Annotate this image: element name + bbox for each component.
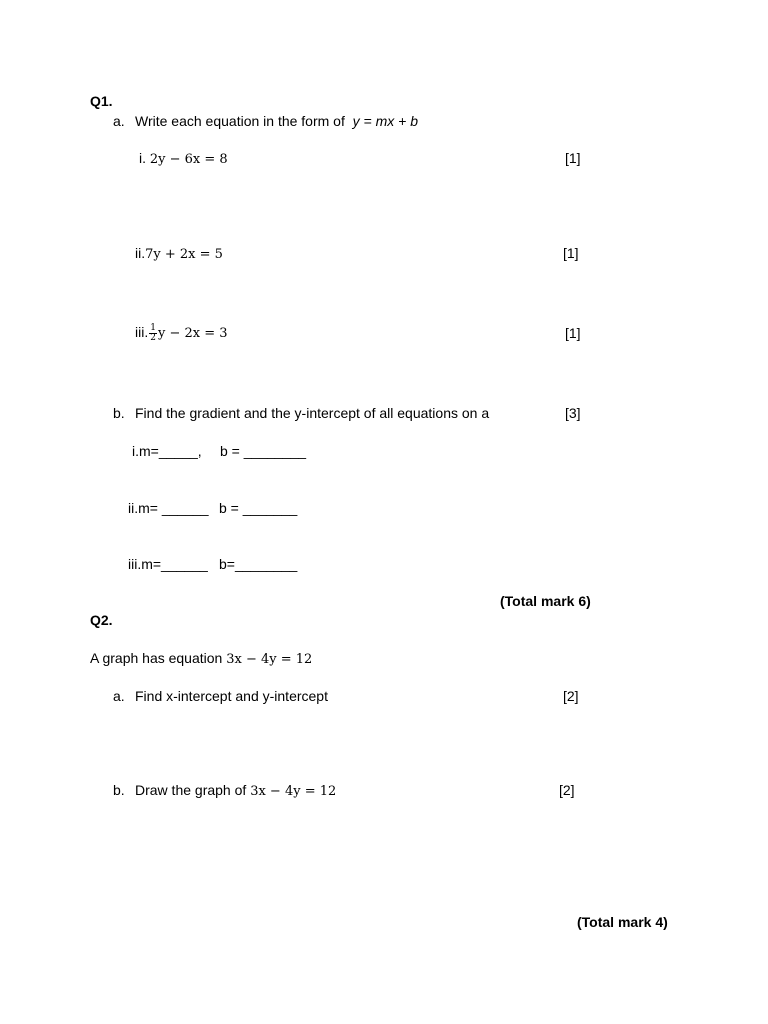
q1b-answer-2-m: ii.m= ______	[128, 500, 209, 516]
q1a-item-3-num: iii.	[135, 324, 149, 340]
q1a-item-3-mark: [1]	[565, 325, 581, 341]
q2-intro	[90, 650, 312, 668]
q1a-text: Write each equation in the form of	[135, 113, 345, 129]
q1a-item-2-equation: 7y + 2x = 5	[145, 247, 223, 262]
q2b-text: Draw the graph of	[135, 782, 247, 798]
q1b-marker: b.	[113, 405, 125, 421]
q1a-item-2-num: ii.	[135, 245, 146, 261]
q2a-marker: a.	[113, 688, 125, 704]
q1a-item-1-num: i.	[139, 150, 146, 166]
q2a-mark: [2]	[563, 688, 579, 704]
fraction-denominator: 2	[150, 332, 156, 343]
q1b-answer-3-b: b=________	[219, 556, 298, 572]
q2-intro-text: A graph has equation	[90, 650, 223, 666]
q2b-marker: b.	[113, 782, 125, 798]
q1a-item-1-mark: [1]	[565, 150, 581, 166]
q2-total-mark: (Total mark 4)	[577, 914, 668, 930]
q1a-item-1-equation: 2y − 6x = 8	[149, 152, 228, 167]
q1b-answer-1-b: b = ________	[220, 443, 307, 459]
q1-label: Q1.	[90, 93, 113, 109]
q2a-text: Find x-intercept and y-intercept	[135, 688, 328, 704]
q2-label: Q2.	[90, 612, 113, 628]
q1a-marker: a.	[113, 113, 125, 129]
q1a-item-3	[135, 321, 228, 345]
q1a-item-3-equation: y − 2x = 3	[157, 326, 228, 341]
q1b-answer-2-b: b = _______	[219, 500, 298, 516]
q1a-item-2	[135, 245, 223, 263]
q2-equation: 3x − 4y = 12	[226, 652, 313, 667]
q1b-answer-1-m: i.m=_____,	[132, 443, 202, 459]
q1-total-mark: (Total mark 6)	[500, 593, 591, 609]
q2b-instruction	[135, 782, 336, 800]
q1b-text: Find the gradient and the y-intercept of all equations on a	[135, 405, 490, 421]
q1a-item-1	[139, 150, 228, 168]
q1b-mark: [3]	[565, 405, 581, 421]
fraction-numerator: 1	[150, 322, 156, 333]
q1a-item-2-mark: [1]	[563, 245, 579, 261]
q2b-mark: [2]	[559, 782, 575, 798]
q1a-form: y = mx + b	[352, 113, 418, 129]
q1a-item-3-fraction	[149, 324, 157, 343]
q1a-instruction	[135, 113, 418, 129]
q2b-equation: 3x − 4y = 12	[250, 784, 337, 799]
q1b-answer-3-m: iii.m=______	[128, 556, 208, 572]
